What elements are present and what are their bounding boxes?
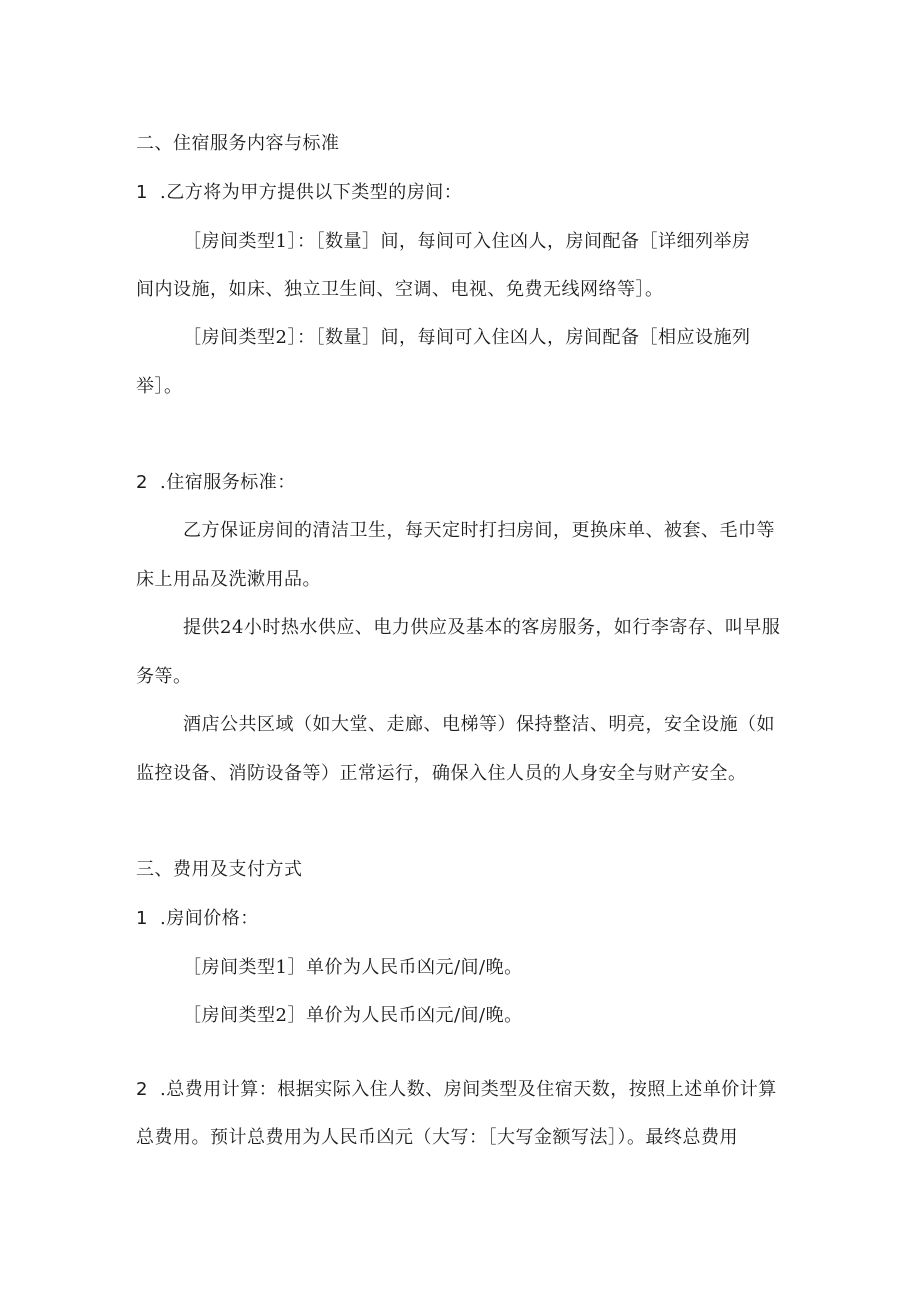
section-2-heading: 二、住宿服务内容与标准 (136, 133, 340, 154)
cleaning-paragraph-line-1: 乙方保证房间的清洁卫生，每天定时打扫房间，更换床单、被套、毛巾等 (183, 520, 775, 541)
room-type-2-line-2: 举］。 (136, 376, 183, 397)
total-cost-text: .总费用计算：根据实际入住人数、房间类型及住宿天数，按照上述单价计算 (160, 1079, 777, 1100)
public-area-paragraph-line-1: 酒店公共区域（如大堂、走廊、电梯等）保持整洁、明亮，安全设施（如 (183, 714, 775, 735)
total-cost-line-2: 总费用。预计总费用为人民币凶元（大写：［大写金额写法］）。最终总费用 (136, 1127, 738, 1148)
item-title: .乙方将为甲方提供以下类型的房间： (160, 182, 463, 203)
section-3-heading: 三、费用及支付方式 (136, 859, 303, 880)
room-type-2-line-1: ［房间类型2］：［数量］间，每间可入住凶人，房间配备［相应设施列 (183, 327, 751, 348)
item-title: .房间价格： (160, 908, 259, 929)
item-number: 2 (136, 1079, 148, 1100)
price-room-type-1: ［房间类型1］单价为人民币凶元/间/晚。 (183, 957, 523, 978)
room-type-1-line-1: ［房间类型1］：［数量］间，每间可入住凶人，房间配备［详细列举房 (183, 231, 751, 252)
section-3-item-1-title (136, 907, 259, 931)
room-type-1-line-2: 间内设施，如床、独立卫生间、空调、电视、免费无线网络等］。 (136, 279, 664, 300)
price-room-type-2: ［房间类型2］单价为人民币凶元/间/晚。 (183, 1005, 523, 1026)
item-number: 2 (136, 472, 148, 493)
item-title: .住宿服务标准： (160, 472, 296, 493)
item-number: 1 (136, 182, 148, 203)
section-2-item-1-title (136, 181, 462, 205)
item-number: 1 (136, 908, 148, 929)
service-paragraph-line-2: 务等。 (136, 666, 192, 687)
public-area-paragraph-line-2: 监控设备、消防设备等）正常运行，确保入住人员的人身安全与财产安全。 (136, 763, 747, 784)
total-cost-line-1 (136, 1078, 777, 1102)
service-paragraph-line-1: 提供24小时热水供应、电力供应及基本的客房服务，如行李寄存、叫早服 (183, 617, 781, 638)
section-2-item-2-title (136, 471, 296, 495)
cleaning-paragraph-line-2: 床上用品及洗漱用品。 (136, 569, 321, 590)
